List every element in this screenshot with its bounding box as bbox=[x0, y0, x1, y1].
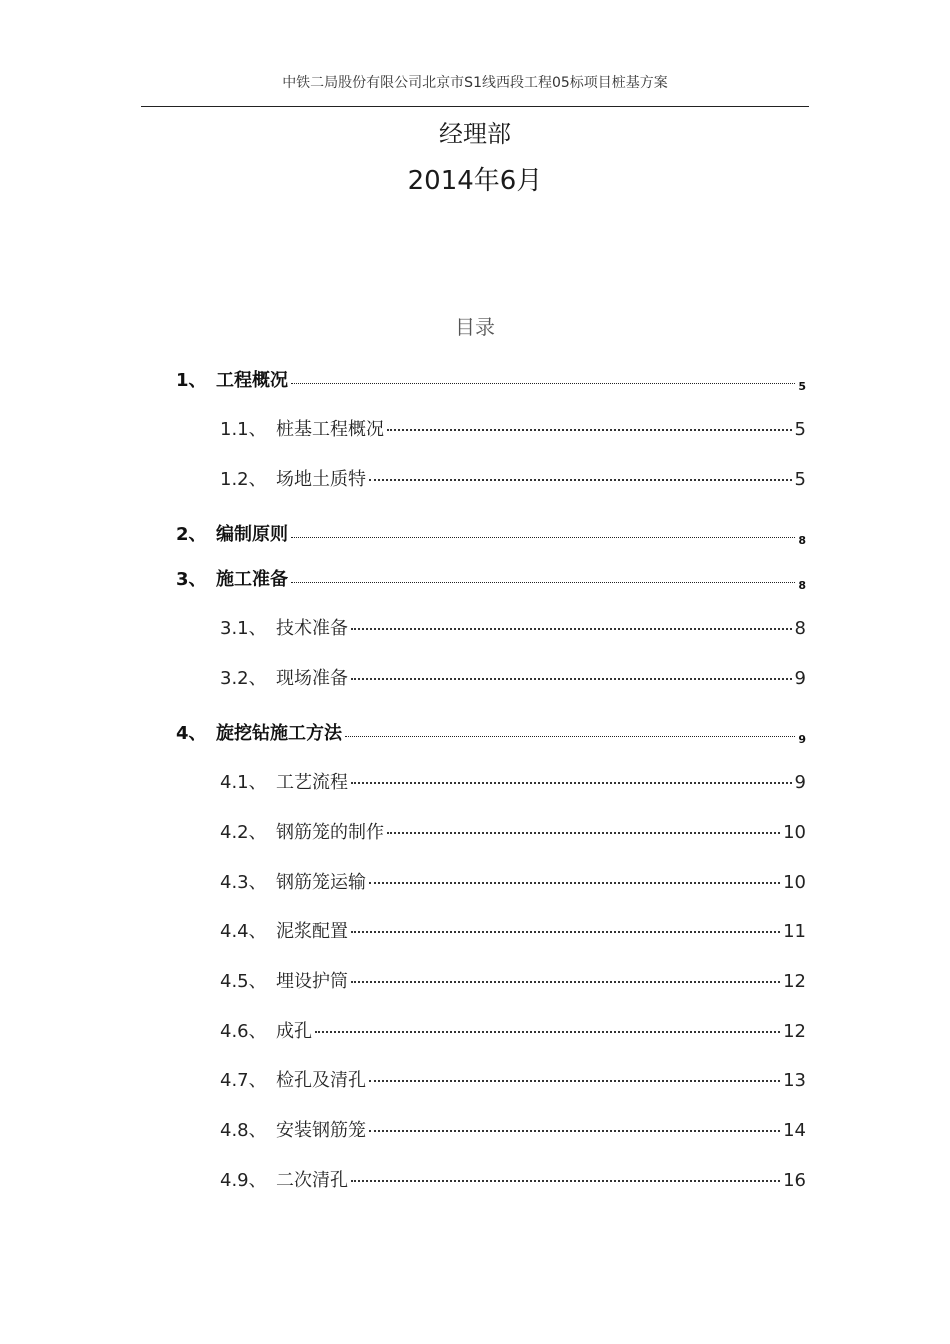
toc-entry-page: 11 bbox=[783, 921, 806, 942]
toc-entry-number: 2、 bbox=[176, 524, 207, 545]
toc-entry-title: 泥浆配置 bbox=[276, 921, 348, 942]
toc-entry-title: 编制原则 bbox=[216, 524, 288, 545]
dot-leader bbox=[291, 537, 795, 538]
toc-entry-4-1[interactable] bbox=[220, 768, 806, 794]
toc-entry-number: 4.5、 bbox=[220, 971, 267, 992]
toc-entry-page: 16 bbox=[783, 1170, 806, 1191]
toc-entry-4-8[interactable] bbox=[220, 1116, 806, 1142]
toc-entry-4-6[interactable] bbox=[220, 1017, 806, 1043]
toc-entry-2[interactable] bbox=[176, 520, 806, 546]
dot-leader bbox=[315, 1031, 780, 1033]
toc-entry-number: 4.7、 bbox=[220, 1070, 267, 1091]
dot-leader bbox=[351, 628, 792, 630]
toc-entry-page: 5 bbox=[794, 419, 806, 440]
toc-entry-page: 9 bbox=[798, 733, 806, 746]
toc-entry-page: 8 bbox=[798, 534, 806, 547]
dot-leader bbox=[351, 981, 780, 983]
toc-entry-4-7[interactable] bbox=[220, 1066, 806, 1092]
toc-entry-page: 9 bbox=[794, 668, 806, 689]
toc-entry-number: 4.9、 bbox=[220, 1170, 267, 1191]
toc-entry-3[interactable] bbox=[176, 565, 806, 591]
toc-entry-page: 8 bbox=[798, 579, 806, 592]
toc-entry-page: 12 bbox=[783, 971, 806, 992]
toc-entry-3-2[interactable] bbox=[220, 664, 806, 690]
dot-leader bbox=[351, 931, 780, 933]
toc-entry-number: 1、 bbox=[176, 370, 207, 391]
toc-entry-number: 4、 bbox=[176, 723, 207, 744]
toc-entry-title: 检孔及清孔 bbox=[276, 1070, 366, 1091]
toc-entry-title: 现场准备 bbox=[276, 668, 348, 689]
toc-entry-number: 1.2、 bbox=[220, 469, 267, 490]
toc-entry-page: 5 bbox=[794, 469, 806, 490]
toc-entry-page: 5 bbox=[798, 380, 806, 393]
toc-entry-4-9[interactable] bbox=[220, 1166, 806, 1192]
toc-entry-title: 二次清孔 bbox=[276, 1170, 348, 1191]
dot-leader bbox=[351, 678, 792, 680]
toc-entry-number: 4.2、 bbox=[220, 822, 267, 843]
toc-entry-number: 4.1、 bbox=[220, 772, 267, 793]
toc-entry-number: 4.6、 bbox=[220, 1021, 267, 1042]
toc-entry-page: 10 bbox=[783, 822, 806, 843]
toc-entry-title: 旋挖钻施工方法 bbox=[216, 723, 342, 744]
toc-entry-title: 工程概况 bbox=[216, 370, 288, 391]
toc-entry-1-2[interactable] bbox=[220, 465, 806, 491]
dot-leader bbox=[291, 383, 795, 384]
toc-entry-1[interactable] bbox=[176, 366, 806, 392]
toc-entry-page: 13 bbox=[783, 1070, 806, 1091]
toc-entry-title: 场地土质特 bbox=[276, 469, 366, 490]
toc-title: 目录 bbox=[455, 315, 495, 339]
toc-entry-4[interactable] bbox=[176, 719, 806, 745]
toc-entry-page: 9 bbox=[794, 772, 806, 793]
department-title: 经理部 bbox=[439, 120, 511, 148]
toc-entry-4-5[interactable] bbox=[220, 967, 806, 993]
toc-entry-number: 4.3、 bbox=[220, 872, 267, 893]
toc-entry-title: 钢筋笼的制作 bbox=[276, 822, 384, 843]
toc-entry-number: 4.8、 bbox=[220, 1120, 267, 1141]
toc-entry-number: 4.4、 bbox=[220, 921, 267, 942]
dot-leader bbox=[387, 832, 780, 834]
dot-leader bbox=[387, 429, 792, 431]
toc-entry-title: 成孔 bbox=[276, 1021, 312, 1042]
dot-leader bbox=[351, 1180, 780, 1182]
toc-entry-title: 技术准备 bbox=[276, 618, 348, 639]
toc-entry-number: 3.2、 bbox=[220, 668, 267, 689]
toc-entry-title: 钢筋笼运输 bbox=[276, 872, 366, 893]
dot-leader bbox=[291, 582, 795, 583]
toc-entry-title: 工艺流程 bbox=[276, 772, 348, 793]
toc-entry-title: 施工准备 bbox=[216, 569, 288, 590]
running-header: 中铁二局股份有限公司北京市S1线西段工程05标项目桩基方案 bbox=[282, 75, 668, 91]
toc-entry-4-4[interactable] bbox=[220, 917, 806, 943]
document-date: 2014年6月 bbox=[407, 166, 543, 196]
toc-entry-number: 3.1、 bbox=[220, 618, 267, 639]
dot-leader bbox=[369, 479, 792, 481]
toc-entry-1-1[interactable] bbox=[220, 415, 806, 441]
toc-entry-4-3[interactable] bbox=[220, 868, 806, 894]
toc-entry-page: 8 bbox=[794, 618, 806, 639]
dot-leader bbox=[369, 1080, 780, 1082]
toc-entry-page: 12 bbox=[783, 1021, 806, 1042]
toc-entry-number: 3、 bbox=[176, 569, 207, 590]
dot-leader bbox=[369, 882, 780, 884]
toc-entry-number: 1.1、 bbox=[220, 419, 267, 440]
dot-leader bbox=[351, 782, 792, 784]
toc-entry-4-2[interactable] bbox=[220, 818, 806, 844]
dot-leader bbox=[369, 1130, 780, 1132]
toc-entry-title: 桩基工程概况 bbox=[276, 419, 384, 440]
toc-entry-page: 14 bbox=[783, 1120, 806, 1141]
header-rule bbox=[141, 106, 809, 107]
toc-entry-title: 安装钢筋笼 bbox=[276, 1120, 366, 1141]
toc-entry-title: 埋设护筒 bbox=[276, 971, 348, 992]
toc-entry-page: 10 bbox=[783, 872, 806, 893]
dot-leader bbox=[345, 736, 795, 737]
toc-entry-3-1[interactable] bbox=[220, 614, 806, 640]
